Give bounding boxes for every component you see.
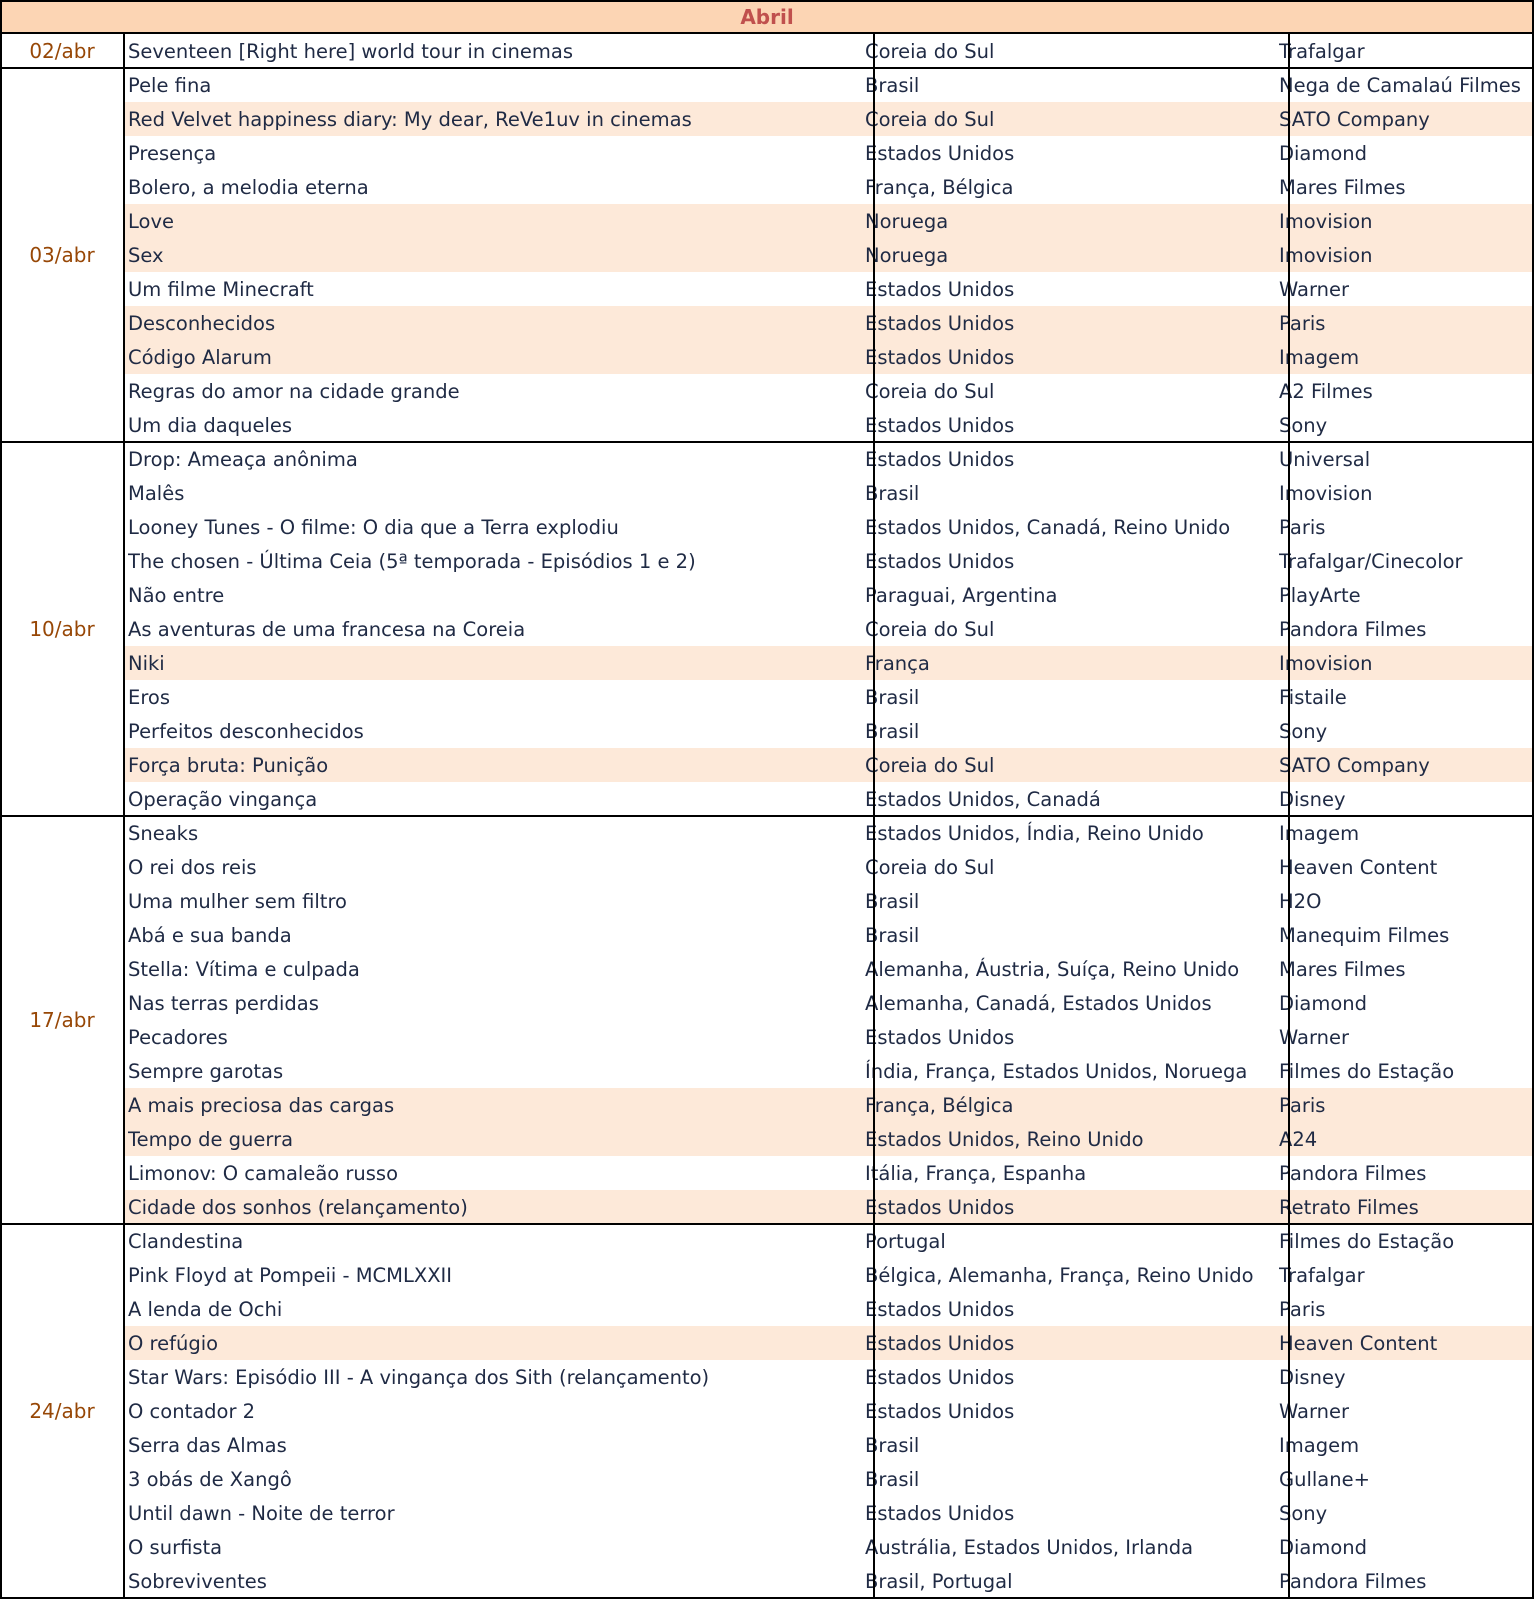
film-title-cell: O rei dos reis (128, 856, 257, 879)
film-title-cell: Tempo de guerra (128, 1128, 294, 1151)
country-cell: Portugal (865, 1230, 946, 1253)
table-row (124, 1020, 1534, 1054)
table-row (124, 170, 1534, 204)
film-title-cell: Cidade dos sonhos (relançamento) (128, 1196, 468, 1219)
country-cell: Paraguai, Argentina (865, 584, 1058, 607)
film-title-cell: Pecadores (128, 1026, 228, 1049)
distributor-cell: Sony (1279, 1502, 1328, 1525)
distributor-cell: Universal (1279, 448, 1371, 471)
distributor-cell: Mares Filmes (1279, 958, 1406, 981)
film-title-cell: Looney Tunes - O filme: O dia que a Terra explodiu (128, 516, 619, 539)
country-cell: França, Bélgica (865, 176, 1014, 199)
release-date-cell: 03/abr (29, 243, 95, 267)
distributor-cell: Paris (1279, 1094, 1326, 1117)
country-cell: Brasil, Portugal (865, 1570, 1013, 1593)
table-row (124, 68, 1534, 102)
table-row (124, 714, 1534, 748)
film-title-cell: The chosen - Última Ceia (5ª temporada - Episódios 1 e 2) (128, 550, 696, 573)
distributor-cell: A24 (1279, 1128, 1318, 1151)
distributor-cell: Warner (1279, 1026, 1350, 1049)
film-title-cell: Perfeitos desconhecidos (128, 720, 364, 743)
table-row (124, 612, 1534, 646)
release-date-cell: 24/abr (29, 1399, 95, 1423)
film-title-cell: Love (128, 210, 174, 233)
country-cell: Estados Unidos (865, 550, 1015, 573)
distributor-cell: Trafalgar/Cinecolor (1279, 550, 1463, 573)
country-cell: Estados Unidos (865, 414, 1015, 437)
table-row (124, 34, 1534, 68)
table-row (124, 544, 1534, 578)
film-title-cell: Presença (128, 142, 217, 165)
film-title-cell: Bolero, a melodia eterna (128, 176, 369, 199)
country-cell: Estados Unidos (865, 142, 1015, 165)
column-divider-country (1288, 34, 1290, 1599)
table-row (124, 918, 1534, 952)
distributor-cell: Nega de Camalaú Filmes (1279, 74, 1521, 97)
table-row (124, 1564, 1534, 1598)
table-row (124, 272, 1534, 306)
film-title-cell: Uma mulher sem filtro (128, 890, 347, 913)
table-row (124, 1394, 1534, 1428)
country-cell: Bélgica, Alemanha, França, Reino Unido (865, 1264, 1254, 1287)
distributor-cell: Disney (1279, 788, 1346, 811)
country-cell: Estados Unidos (865, 448, 1015, 471)
distributor-cell: Filmes do Estação (1279, 1230, 1455, 1253)
table-row (124, 1326, 1534, 1360)
distributor-cell: SATO Company (1279, 108, 1430, 131)
film-title-cell: Seventeen [Right here] world tour in cinemas (128, 40, 573, 63)
country-cell: Estados Unidos (865, 1332, 1015, 1355)
distributor-cell: Imovision (1279, 244, 1373, 267)
distributor-cell: Trafalgar (1279, 40, 1365, 63)
distributor-cell: Diamond (1279, 992, 1368, 1015)
distributor-cell: Sony (1279, 414, 1328, 437)
country-cell: Coreia do Sul (865, 40, 995, 63)
country-cell: Alemanha, Canadá, Estados Unidos (865, 992, 1212, 1015)
distributor-cell: Diamond (1279, 142, 1368, 165)
country-cell: Brasil (865, 890, 920, 913)
film-title-cell: A lenda de Ochi (128, 1298, 283, 1321)
distributor-cell: Heaven Content (1279, 1332, 1438, 1355)
column-divider-date (123, 34, 125, 1599)
distributor-cell: Imagem (1279, 822, 1360, 845)
table-row (124, 952, 1534, 986)
distributor-cell: Mares Filmes (1279, 176, 1406, 199)
country-cell: Estados Unidos (865, 312, 1015, 335)
country-cell: Estados Unidos (865, 278, 1015, 301)
table-row (124, 238, 1534, 272)
country-cell: França, Bélgica (865, 1094, 1014, 1117)
country-cell: Estados Unidos (865, 1196, 1015, 1219)
distributor-cell: Imovision (1279, 482, 1373, 505)
column-divider-title (873, 34, 875, 1599)
table-row (124, 306, 1534, 340)
country-cell: Estados Unidos, Reino Unido (865, 1128, 1144, 1151)
table-row (124, 748, 1534, 782)
table-row (124, 510, 1534, 544)
distributor-cell: Manequim Filmes (1279, 924, 1450, 947)
table-row (124, 884, 1534, 918)
country-cell: Coreia do Sul (865, 856, 995, 879)
table-row (124, 1122, 1534, 1156)
film-title-cell: Drop: Ameaça anônima (128, 448, 358, 471)
table-row (124, 850, 1534, 884)
distributor-cell: Imagem (1279, 1434, 1360, 1457)
table-row (124, 1292, 1534, 1326)
film-title-cell: Sempre garotas (128, 1060, 284, 1083)
film-title-cell: O contador 2 (128, 1400, 256, 1423)
film-title-cell: Serra das Almas (128, 1434, 287, 1457)
country-cell: Estados Unidos (865, 1366, 1015, 1389)
table-row (124, 204, 1534, 238)
distributor-cell: Heaven Content (1279, 856, 1438, 879)
country-cell: Estados Unidos (865, 1026, 1015, 1049)
country-cell: Coreia do Sul (865, 754, 995, 777)
film-title-cell: Niki (128, 652, 165, 675)
month-header: Abril (0, 0, 1534, 34)
country-cell: Estados Unidos, Índia, Reino Unido (865, 822, 1204, 845)
film-title-cell: Código Alarum (128, 346, 272, 369)
film-title-cell: Abá e sua banda (128, 924, 292, 947)
film-title-cell: Nas terras perdidas (128, 992, 319, 1015)
country-cell: Itália, França, Espanha (865, 1162, 1087, 1185)
table-row (124, 1496, 1534, 1530)
release-date-cell: 10/abr (29, 617, 95, 641)
film-title-cell: Sex (128, 244, 164, 267)
film-title-cell: Desconhecidos (128, 312, 276, 335)
country-cell: Noruega (865, 210, 949, 233)
country-cell: Brasil (865, 1468, 920, 1491)
release-date-cell: 02/abr (29, 39, 95, 63)
distributor-cell: PlayArte (1279, 584, 1361, 607)
table-row (124, 816, 1534, 850)
film-title-cell: Limonov: O camaleão russo (128, 1162, 399, 1185)
film-title-cell: Sobreviventes (128, 1570, 267, 1593)
distributor-cell: Sony (1279, 720, 1328, 743)
distributor-cell: Warner (1279, 1400, 1350, 1423)
distributor-cell: Disney (1279, 1366, 1346, 1389)
distributor-cell: Filmes do Estação (1279, 1060, 1455, 1083)
distributor-cell: Imagem (1279, 346, 1360, 369)
film-title-cell: Um filme Minecraft (128, 278, 314, 301)
country-cell: Estados Unidos (865, 1298, 1015, 1321)
distributor-cell: Retrato Filmes (1279, 1196, 1419, 1219)
country-cell: Brasil (865, 924, 920, 947)
distributor-cell: A2 Filmes (1279, 380, 1373, 403)
table-row (124, 476, 1534, 510)
table-row (124, 680, 1534, 714)
table-row (124, 442, 1534, 476)
film-title-cell: As aventuras de uma francesa na Coreia (128, 618, 526, 641)
table-row (124, 1190, 1534, 1224)
country-cell: Estados Unidos (865, 1400, 1015, 1423)
distributor-cell: SATO Company (1279, 754, 1430, 777)
film-title-cell: O surfista (128, 1536, 223, 1559)
film-title-cell: Eros (128, 686, 170, 709)
distributor-cell: Paris (1279, 312, 1326, 335)
film-title-cell: Red Velvet happiness diary: My dear, ReVe1uv in cinemas (128, 108, 692, 131)
country-cell: Brasil (865, 482, 920, 505)
country-cell: Estados Unidos (865, 346, 1015, 369)
distributor-cell: Pandora Filmes (1279, 1162, 1427, 1185)
table-row (124, 340, 1534, 374)
distributor-cell: Pandora Filmes (1279, 1570, 1427, 1593)
country-cell: Brasil (865, 720, 920, 743)
distributor-cell: Diamond (1279, 1536, 1368, 1559)
country-cell: Coreia do Sul (865, 380, 995, 403)
country-cell: Índia, França, Estados Unidos, Noruega (865, 1060, 1248, 1083)
country-cell: Brasil (865, 686, 920, 709)
table-row (124, 578, 1534, 612)
film-title-cell: Pele fina (128, 74, 212, 97)
country-cell: França (865, 652, 930, 675)
distributor-cell: Paris (1279, 516, 1326, 539)
film-title-cell: Stella: Vítima e culpada (128, 958, 360, 981)
table-row (124, 986, 1534, 1020)
distributor-cell: H2O (1279, 890, 1322, 913)
film-title-cell: Não entre (128, 584, 225, 607)
table-row (124, 1258, 1534, 1292)
table-row (124, 136, 1534, 170)
country-cell: Alemanha, Áustria, Suíça, Reino Unido (865, 958, 1240, 981)
table-row (124, 1462, 1534, 1496)
table-row (124, 1224, 1534, 1258)
table-row (124, 1530, 1534, 1564)
film-title-cell: A mais preciosa das cargas (128, 1094, 395, 1117)
film-title-cell: Um dia daqueles (128, 414, 293, 437)
table-row (124, 408, 1534, 442)
table-row (124, 1360, 1534, 1394)
film-title-cell: Star Wars: Episódio III - A vingança dos Sith (relançamento) (128, 1366, 710, 1389)
table-row (124, 102, 1534, 136)
table-row (124, 1156, 1534, 1190)
film-title-cell: O refúgio (128, 1332, 219, 1355)
country-cell: Austrália, Estados Unidos, Irlanda (865, 1536, 1194, 1559)
country-cell: Estados Unidos, Canadá (865, 788, 1101, 811)
film-title-cell: Força bruta: Punição (128, 754, 329, 777)
table-row (124, 1088, 1534, 1122)
film-title-cell: Pink Floyd at Pompeii - MCMLXXII (128, 1264, 453, 1287)
country-cell: Estados Unidos, Canadá, Reino Unido (865, 516, 1231, 539)
country-cell: Brasil (865, 1434, 920, 1457)
distributor-cell: Pandora Filmes (1279, 618, 1427, 641)
country-cell: Coreia do Sul (865, 618, 995, 641)
table-row (124, 782, 1534, 816)
film-title-cell: Regras do amor na cidade grande (128, 380, 460, 403)
film-title-cell: Sneaks (128, 822, 199, 845)
distributor-cell: Gullane+ (1279, 1468, 1370, 1491)
distributor-cell: Imovision (1279, 210, 1373, 233)
film-title-cell: Malês (128, 482, 185, 505)
table-row (124, 1428, 1534, 1462)
distributor-cell: Trafalgar (1279, 1264, 1365, 1287)
film-title-cell: Until dawn - Noite de terror (128, 1502, 395, 1525)
table-row (124, 1054, 1534, 1088)
table-row (124, 646, 1534, 680)
film-title-cell: Operação vingança (128, 788, 318, 811)
distributor-cell: Paris (1279, 1298, 1326, 1321)
release-date-cell: 17/abr (29, 1008, 95, 1032)
distributor-cell: Warner (1279, 278, 1350, 301)
film-title-cell: 3 obás de Xangô (128, 1468, 292, 1491)
distributor-cell: Imovision (1279, 652, 1373, 675)
distributor-cell: Fistaile (1279, 686, 1347, 709)
country-cell: Noruega (865, 244, 949, 267)
country-cell: Coreia do Sul (865, 108, 995, 131)
country-cell: Estados Unidos (865, 1502, 1015, 1525)
country-cell: Brasil (865, 74, 920, 97)
table-row (124, 374, 1534, 408)
film-title-cell: Clandestina (128, 1230, 244, 1253)
